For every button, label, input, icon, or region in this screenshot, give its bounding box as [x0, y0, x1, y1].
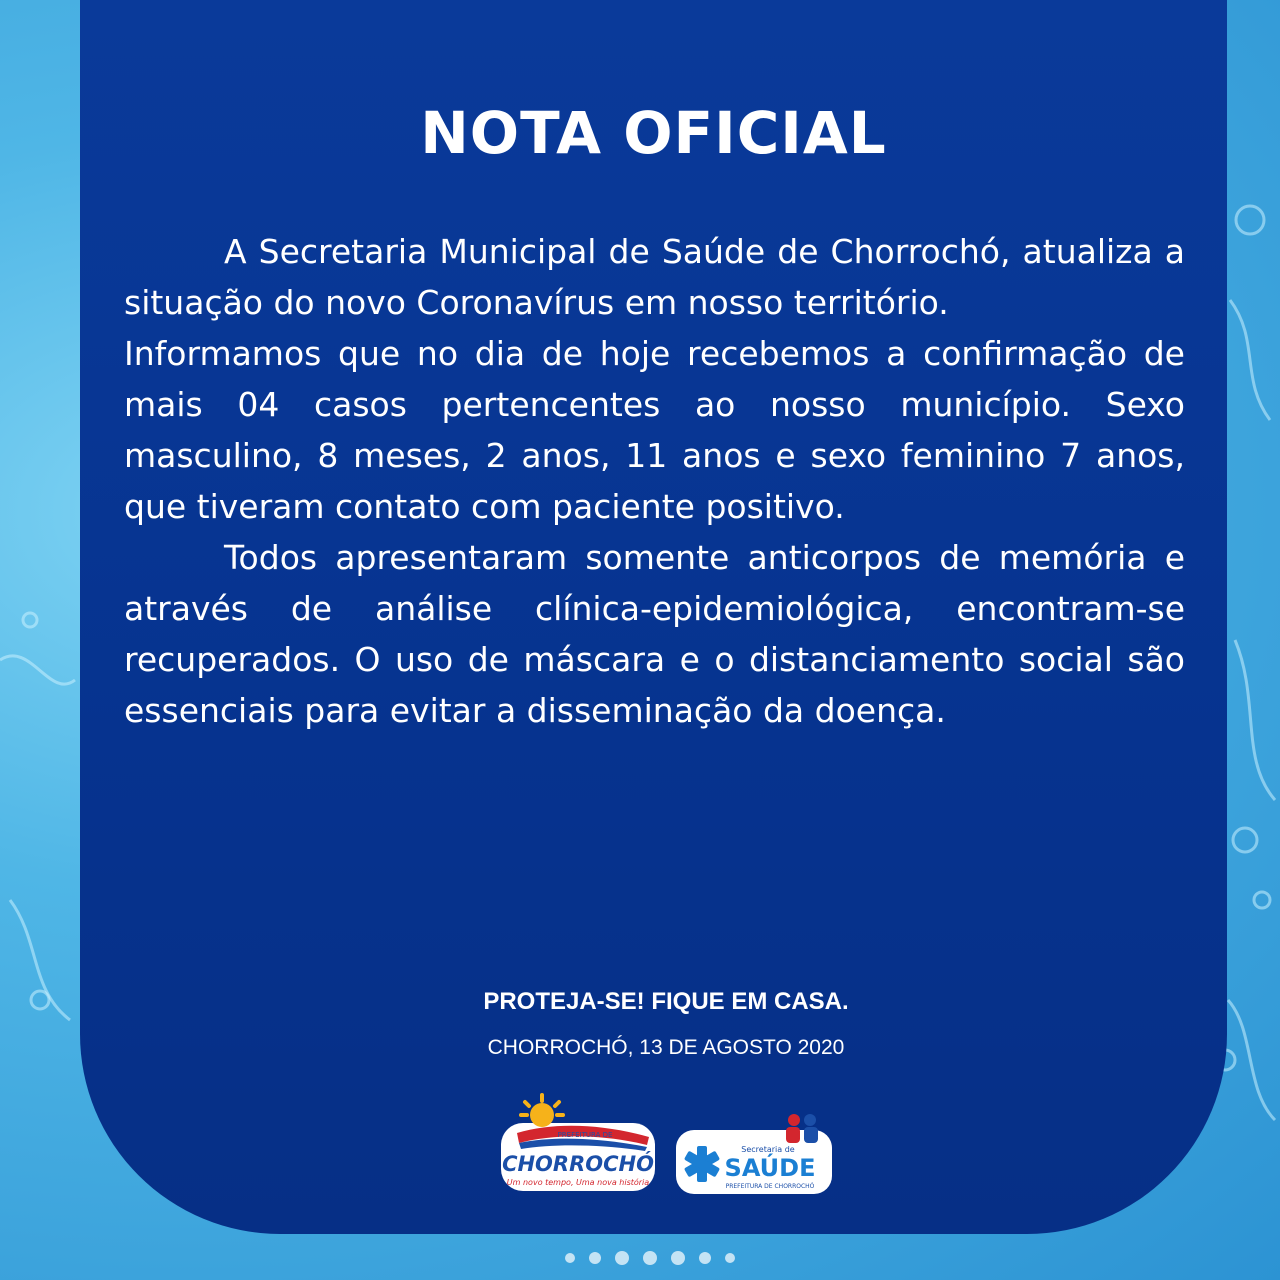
paragraph-situation: A Secretaria Municipal de Saúde de Chorrochó, atualiza a situação do novo Coronavírus em nosso território.	[124, 232, 1185, 322]
secretaria-saude-logo	[674, 1110, 834, 1196]
notice-body	[124, 226, 1185, 736]
svg-text:CHORROCHÓ: CHORROCHÓ	[502, 1152, 654, 1176]
svg-text:Um novo tempo, Uma nova histór: Um novo tempo, Uma nova história	[506, 1178, 650, 1187]
svg-text:PREFEITURA DE CHORROCHÓ: PREFEITURA DE CHORROCHÓ	[725, 1183, 815, 1190]
svg-text:PREFEITURA DE: PREFEITURA DE	[557, 1131, 613, 1139]
prefeitura-chorrocho-logo	[497, 1093, 659, 1195]
decorative-dots	[540, 1238, 760, 1278]
date-line: CHORROCHÓ, 13 DE AGOSTO 2020	[487, 1036, 845, 1059]
slogan: PROTEJA-SE! FIQUE EM CASA.	[483, 988, 849, 1015]
sun-icon	[521, 1095, 563, 1127]
paragraph-recovery: Todos apresentaram somente anticorpos de memória e através de análise clínica-epidemiológica, encontram-se recuperados. O uso de máscara e o distanciamento social são essenciais para evitar a disseminação da doença.	[124, 538, 1185, 730]
svg-text:Secretaria de: Secretaria de	[741, 1145, 795, 1154]
page-title: NOTA OFICIAL	[420, 98, 887, 167]
paragraph-cases: Informamos que no dia de hoje recebemos a confirmação de mais 04 casos pertencentes ao nosso município. Sexo masculino, 8 meses, 2 anos, 11 anos e sexo feminino 7 anos, que tiveram contato com paciente positivo.	[124, 334, 1185, 526]
svg-text:SAÚDE: SAÚDE	[724, 1154, 816, 1182]
